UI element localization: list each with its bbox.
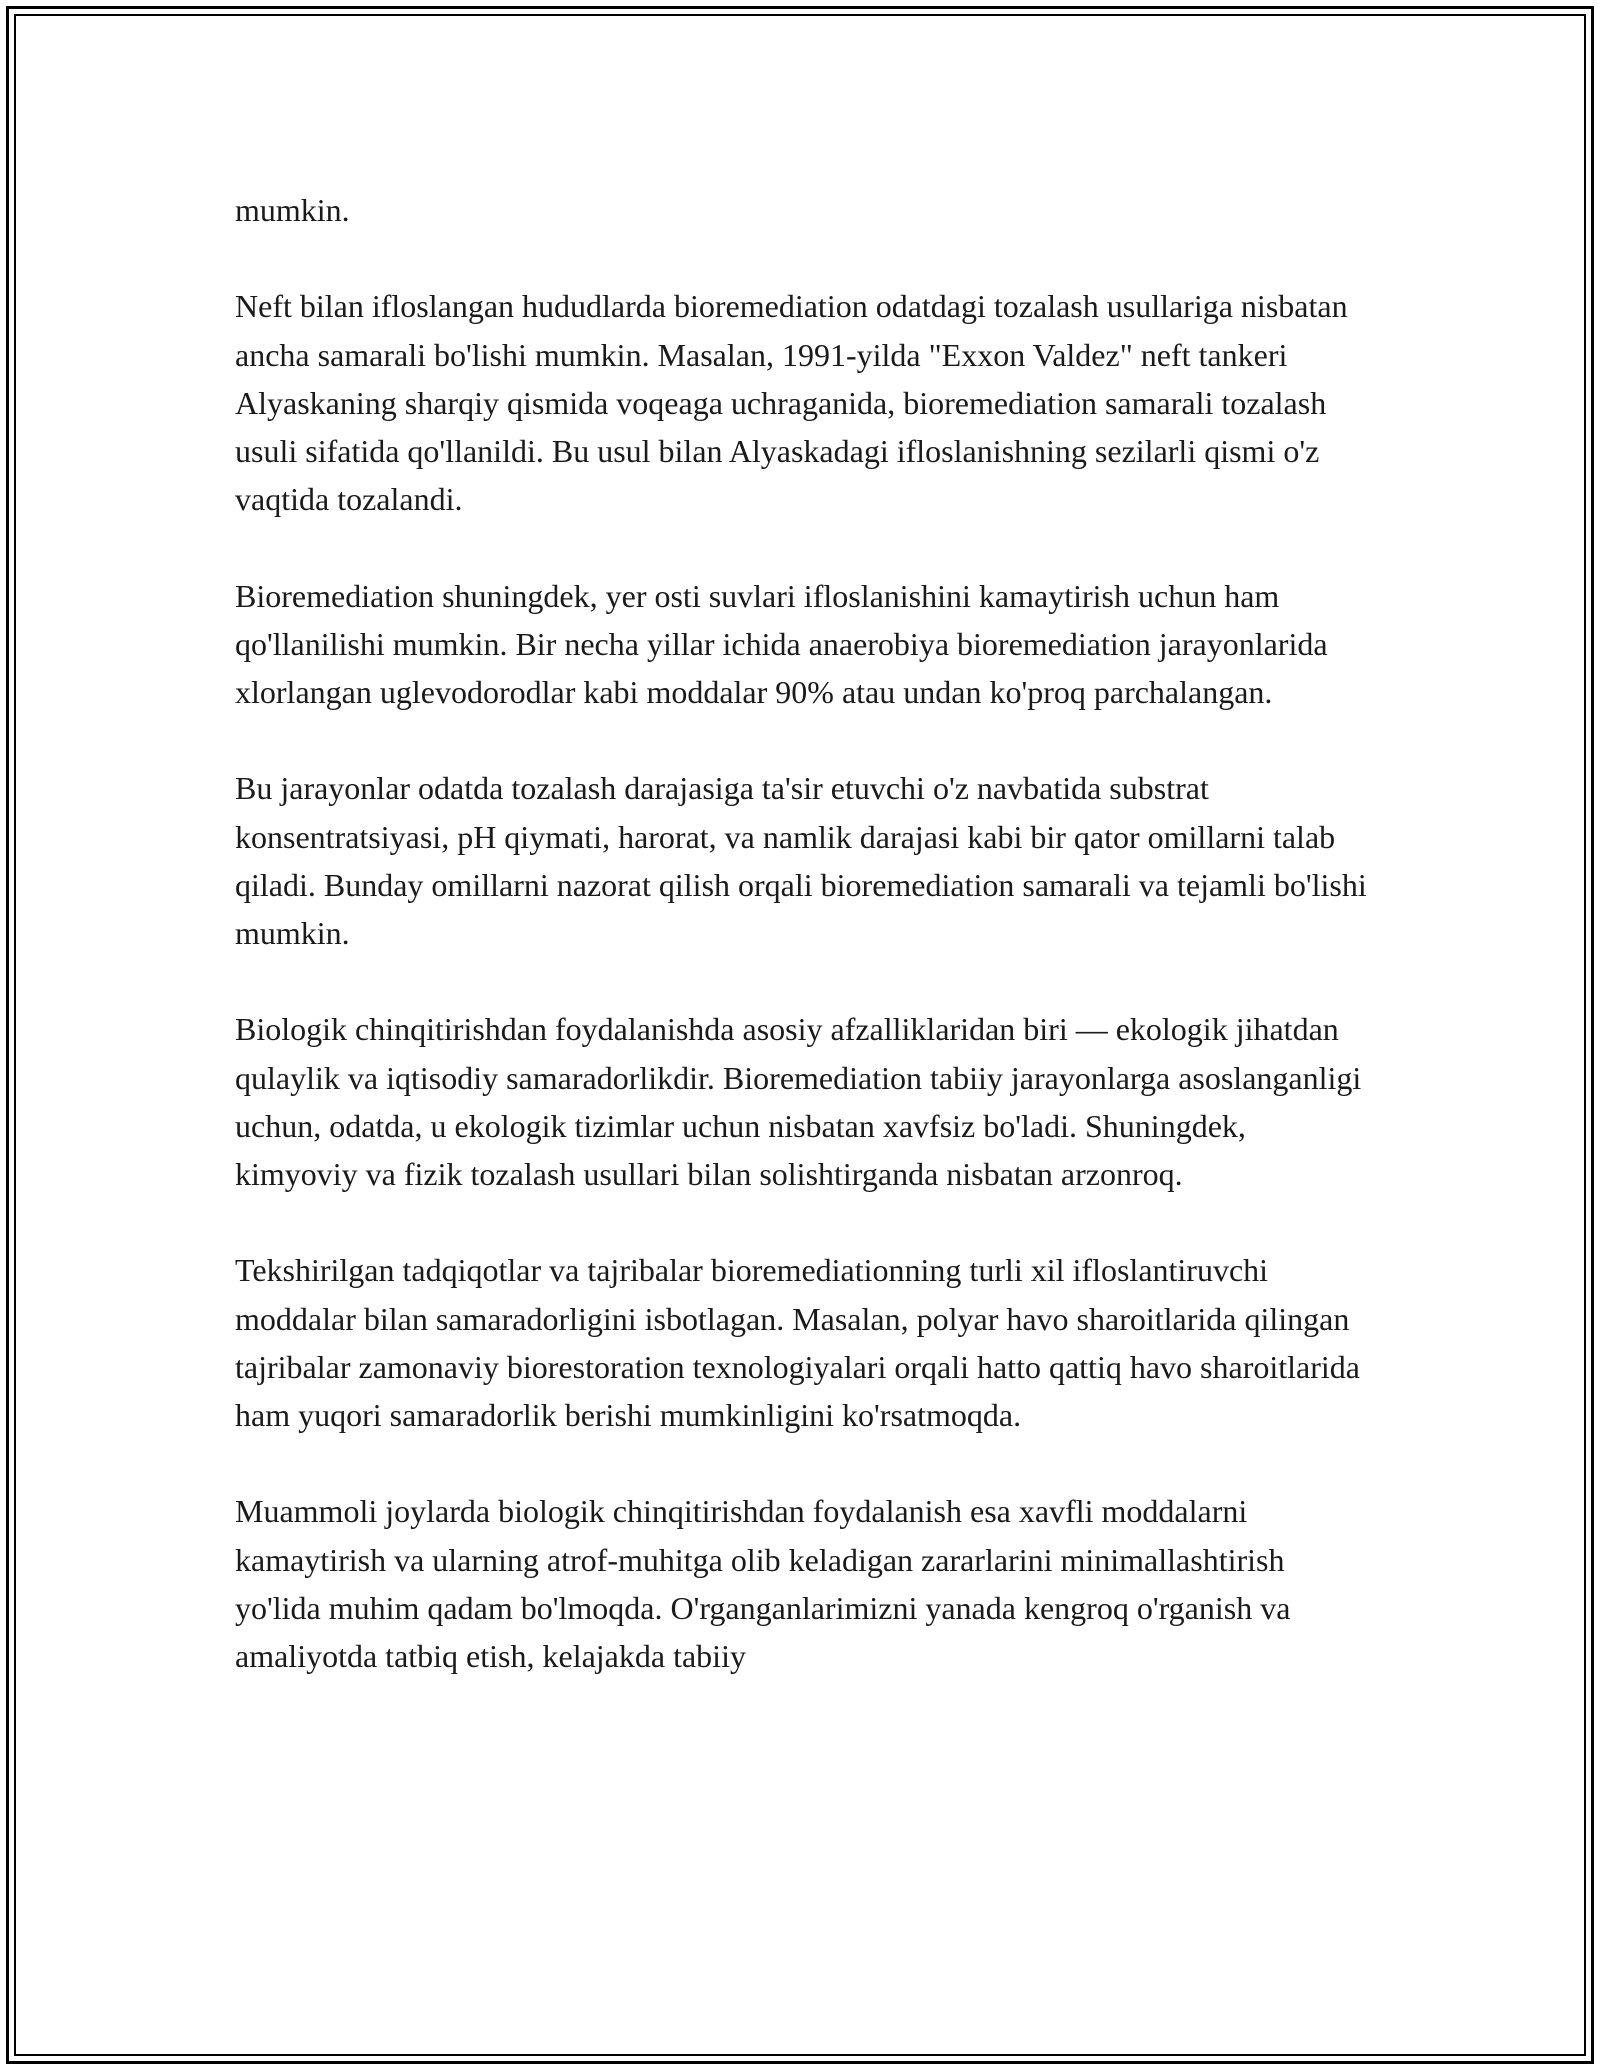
paragraph-groundwater: Bioremediation shuningdek, yer osti suvlari ifloslanishini kamaytirish uchun ham qo'llanilishi mumkin. Bir necha yillar ichida anaerobiya bioremediation jarayonlarida xlorlangan uglevodorodlar kabi moddalar 90% atau undan ko'proq parchalangan.	[235, 577, 1328, 710]
paragraph-factors: Bu jarayonlar odatda tozalash darajasiga ta'sir etuvchi o'z navbatida substrat konsentratsiyasi, pH qiymati, harorat, va namlik darajasi kabi bir qator omillarni talab qiladi. Bunday omillarni nazorat qilish orqali bioremediation samarali va tejamli bo'lishi mumkin.	[235, 770, 1367, 951]
paragraph-conclusion: Muammoli joylarda biologik chinqitirishdan foydalanish esa xavfli moddalarni kamaytirish va ularning atrof-muhitga olib keladigan zararlarini minimallashtirish yo'lida muhim qadam bo'lmoqda. O'rganganlarimizni yanada kengroq o'rganish va amaliyotda tatbiq etish, kelajakda tabiiy	[235, 1493, 1291, 1674]
document-body	[235, 186, 1370, 1680]
paragraph-advantages: Biologik chinqitirishdan foydalanishda asosiy afzalliklaridan biri — ekologik jihatdan qulaylik va iqtisodiy samaradorlikdir. Bioremediation tabiiy jarayonlarga asoslanganligi uchun, odatda, u ekologik tizimlar uchun nisbatan xavfsiz bo'ladi. Shuningdek, kimyoviy va fizik tozalash usullari bilan solishtirganda nisbatan arzonroq.	[235, 1011, 1362, 1192]
paragraph-oil-spill: Neft bilan ifloslangan hududlarda bioremediation odatdagi tozalash usullariga nisbatan ancha samarali bo'lishi mumkin. Masalan, 1991-yilda "Exxon Valdez" neft tankeri Alyaskaning sharqiy qismida voqeaga uchraganida, bioremediation samarali tozalash usuli sifatida qo'llanildi. Bu usul bilan Alyaskadagi ifloslanishning sezilarli qismi o'z vaqtida tozalandi.	[235, 288, 1348, 518]
paragraph-continuation: mumkin.	[235, 192, 350, 228]
paragraph-research: Tekshirilgan tadqiqotlar va tajribalar bioremediationning turli xil ifloslantiruvchi moddalar bilan samaradorligini isbotlagan. Masalan, polyar havo sharoitlarida qilingan tajribalar zamonaviy biorestoration texnologiyalari orqali hatto qattiq havo sharoitlarida ham yuqori samaradorlik berishi mumkinligini ko'rsatmoqda.	[235, 1252, 1360, 1433]
